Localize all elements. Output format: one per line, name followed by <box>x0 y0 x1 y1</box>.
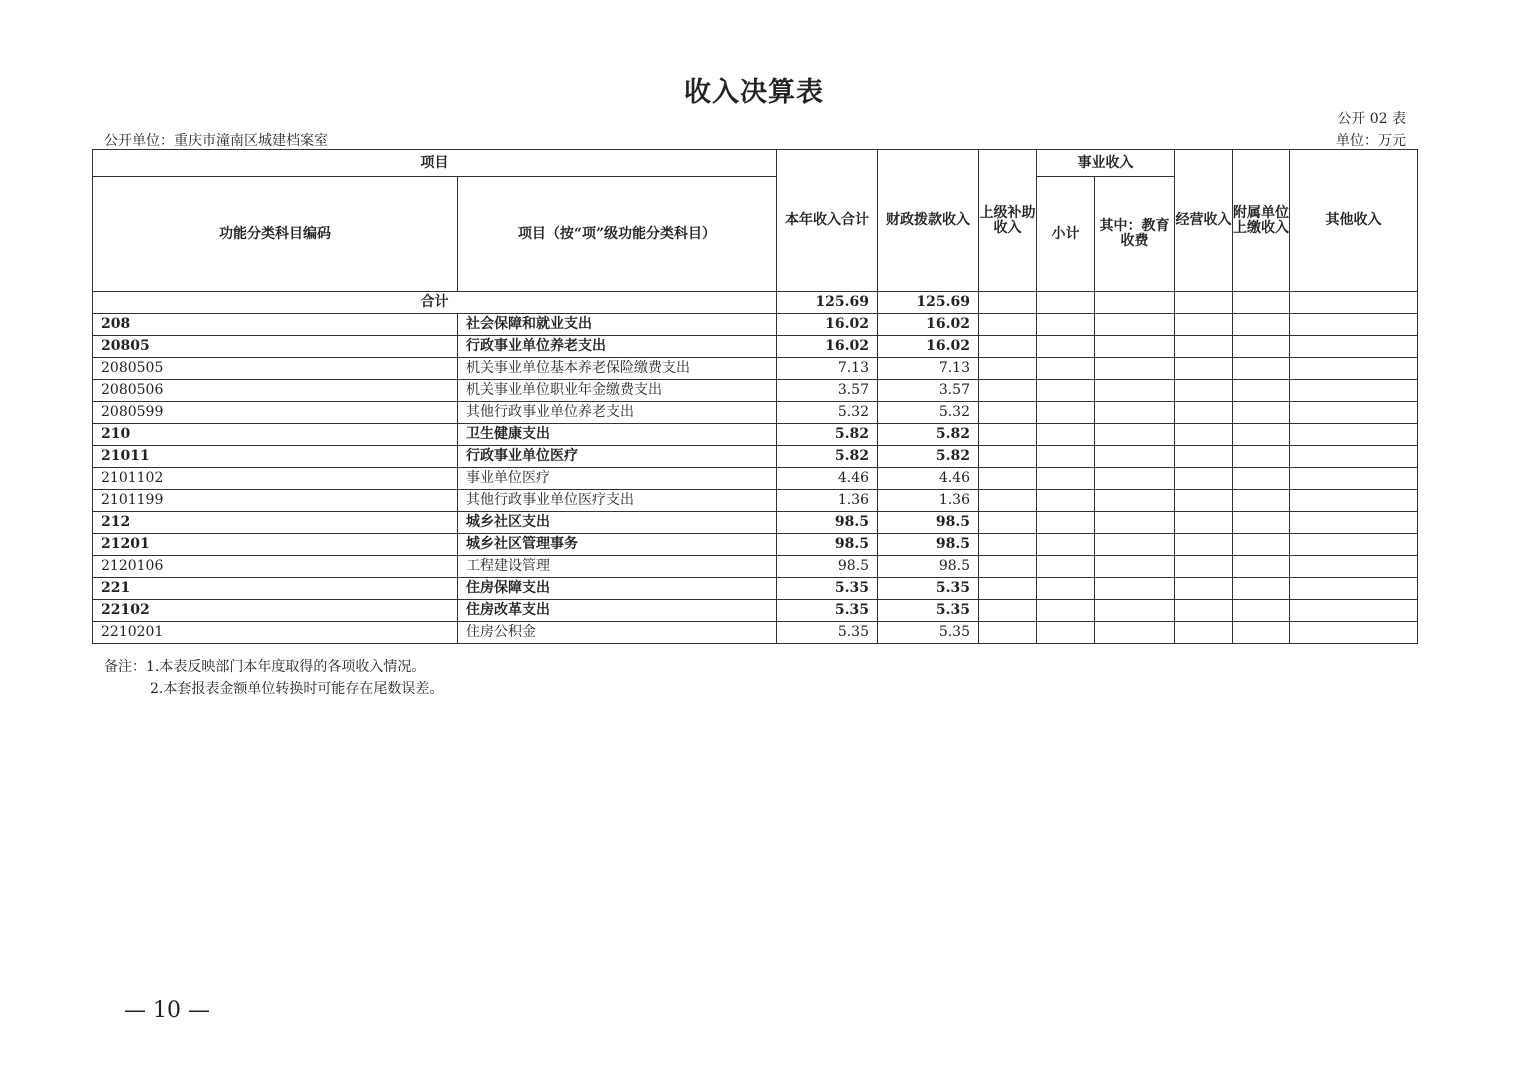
empty-cell <box>1175 556 1233 578</box>
row-code: 212 <box>93 512 458 534</box>
table-row <box>93 336 1418 358</box>
empty-cell <box>1095 600 1175 622</box>
empty-cell <box>1095 358 1175 380</box>
empty-cell <box>1095 468 1175 490</box>
empty-cell <box>1233 336 1290 358</box>
empty-cell <box>1233 512 1290 534</box>
empty-cell <box>1175 358 1233 380</box>
empty-cell <box>1175 534 1233 556</box>
empty-cell <box>1095 534 1175 556</box>
row-name: 卫生健康支出 <box>458 424 777 446</box>
note-1: 备注：1.本表反映部门本年度取得的各项收入情况。 <box>104 659 426 675</box>
empty-cell <box>1095 402 1175 424</box>
header-subtotal: 小计 <box>1037 177 1095 292</box>
empty-cell <box>1175 402 1233 424</box>
empty-cell <box>979 490 1037 512</box>
empty-cell <box>1037 292 1095 314</box>
empty-cell <box>1233 292 1290 314</box>
header-project: 项目 <box>93 150 777 177</box>
empty-cell <box>1037 534 1095 556</box>
total-row <box>93 292 1418 314</box>
empty-cell <box>1095 622 1175 644</box>
row-fiscal: 4.46 <box>878 468 979 490</box>
page-number: — 10 — <box>124 998 210 1023</box>
row-total: 5.35 <box>777 578 878 600</box>
header-affiliated: 附属单位上缴收入 <box>1233 150 1290 292</box>
reporting-unit: 公开单位：重庆市潼南区城建档案室 <box>104 133 328 149</box>
empty-cell <box>1175 578 1233 600</box>
empty-cell <box>1095 380 1175 402</box>
row-code: 210 <box>93 424 458 446</box>
empty-cell <box>1233 446 1290 468</box>
row-code: 21011 <box>93 446 458 468</box>
empty-cell <box>979 446 1037 468</box>
empty-cell <box>1175 336 1233 358</box>
header-name: 项目（按“项”级功能分类科目） <box>458 177 777 292</box>
row-total: 3.57 <box>777 380 878 402</box>
row-total: 5.35 <box>777 622 878 644</box>
notes <box>104 656 443 700</box>
row-fiscal: 5.82 <box>878 446 979 468</box>
empty-cell <box>1037 446 1095 468</box>
table-row <box>93 490 1418 512</box>
row-name: 城乡社区支出 <box>458 512 777 534</box>
empty-cell <box>1233 402 1290 424</box>
header-other: 其他收入 <box>1290 150 1418 292</box>
empty-cell <box>979 622 1037 644</box>
empty-cell <box>1290 468 1418 490</box>
empty-cell <box>1037 578 1095 600</box>
row-total: 98.5 <box>777 512 878 534</box>
row-name: 机关事业单位基本养老保险缴费支出 <box>458 358 777 380</box>
empty-cell <box>1095 512 1175 534</box>
row-fiscal: 98.5 <box>878 534 979 556</box>
empty-cell <box>1233 490 1290 512</box>
row-code: 21201 <box>93 534 458 556</box>
empty-cell <box>1037 512 1095 534</box>
row-name: 机关事业单位职业年金缴费支出 <box>458 380 777 402</box>
table-row <box>93 556 1418 578</box>
row-total: 5.35 <box>777 600 878 622</box>
row-fiscal: 16.02 <box>878 336 979 358</box>
row-fiscal: 5.32 <box>878 402 979 424</box>
row-code: 208 <box>93 314 458 336</box>
empty-cell <box>1095 490 1175 512</box>
row-code: 2080505 <box>93 358 458 380</box>
row-code: 221 <box>93 578 458 600</box>
empty-cell <box>1037 402 1095 424</box>
empty-cell <box>1175 314 1233 336</box>
table-row <box>93 622 1418 644</box>
empty-cell <box>1037 424 1095 446</box>
empty-cell <box>1233 424 1290 446</box>
empty-cell <box>979 512 1037 534</box>
empty-cell <box>979 534 1037 556</box>
row-fiscal: 7.13 <box>878 358 979 380</box>
empty-cell <box>1290 358 1418 380</box>
row-fiscal: 98.5 <box>878 512 979 534</box>
empty-cell <box>1175 600 1233 622</box>
row-name: 城乡社区管理事务 <box>458 534 777 556</box>
empty-cell <box>1290 424 1418 446</box>
empty-cell <box>1095 578 1175 600</box>
row-name: 社会保障和就业支出 <box>458 314 777 336</box>
row-fiscal: 1.36 <box>878 490 979 512</box>
empty-cell <box>1175 512 1233 534</box>
empty-cell <box>1037 468 1095 490</box>
row-name: 工程建设管理 <box>458 556 777 578</box>
table-row <box>93 358 1418 380</box>
empty-cell <box>1290 292 1418 314</box>
row-name: 事业单位医疗 <box>458 468 777 490</box>
empty-cell <box>979 292 1037 314</box>
empty-cell <box>1095 446 1175 468</box>
empty-cell <box>1233 600 1290 622</box>
empty-cell <box>1175 622 1233 644</box>
row-fiscal: 5.35 <box>878 600 979 622</box>
empty-cell <box>1175 292 1233 314</box>
row-total: 7.13 <box>777 358 878 380</box>
row-name: 住房公积金 <box>458 622 777 644</box>
table-row <box>93 380 1418 402</box>
empty-cell <box>979 556 1037 578</box>
empty-cell <box>1037 490 1095 512</box>
empty-cell <box>1290 556 1418 578</box>
empty-cell <box>979 314 1037 336</box>
empty-cell <box>1290 314 1418 336</box>
empty-cell <box>1037 380 1095 402</box>
empty-cell <box>1175 490 1233 512</box>
empty-cell <box>1290 490 1418 512</box>
currency-unit: 单位：万元 <box>1336 133 1406 149</box>
empty-cell <box>979 578 1037 600</box>
header-education: 其中：教育收费 <box>1095 177 1175 292</box>
row-fiscal: 5.82 <box>878 424 979 446</box>
empty-cell <box>1233 556 1290 578</box>
header-superior: 上级补助收入 <box>979 150 1037 292</box>
empty-cell <box>1095 314 1175 336</box>
table-row <box>93 600 1418 622</box>
empty-cell <box>1175 380 1233 402</box>
empty-cell <box>1037 358 1095 380</box>
empty-cell <box>1290 380 1418 402</box>
total-fiscal: 125.69 <box>878 292 979 314</box>
income-table <box>92 149 1418 644</box>
empty-cell <box>1233 314 1290 336</box>
row-total: 16.02 <box>777 336 878 358</box>
row-total: 5.32 <box>777 402 878 424</box>
row-name: 行政事业单位养老支出 <box>458 336 777 358</box>
row-name: 其他行政事业单位养老支出 <box>458 402 777 424</box>
page-title: 收入决算表 <box>684 77 824 108</box>
table-row <box>93 314 1418 336</box>
empty-cell <box>1037 336 1095 358</box>
empty-cell <box>979 358 1037 380</box>
empty-cell <box>1095 556 1175 578</box>
empty-cell <box>1233 468 1290 490</box>
table-row <box>93 446 1418 468</box>
row-code: 20805 <box>93 336 458 358</box>
row-code: 2120106 <box>93 556 458 578</box>
table-row <box>93 468 1418 490</box>
total-amount: 125.69 <box>777 292 878 314</box>
empty-cell <box>1290 512 1418 534</box>
empty-cell <box>979 424 1037 446</box>
form-number: 公开 02 表 <box>1337 111 1406 127</box>
empty-cell <box>1175 424 1233 446</box>
row-total: 5.82 <box>777 424 878 446</box>
header-business: 事业收入 <box>1037 150 1175 177</box>
empty-cell <box>1175 468 1233 490</box>
row-code: 2080599 <box>93 402 458 424</box>
row-code: 2101199 <box>93 490 458 512</box>
empty-cell <box>979 336 1037 358</box>
row-total: 98.5 <box>777 556 878 578</box>
row-code: 2101102 <box>93 468 458 490</box>
table-row <box>93 578 1418 600</box>
empty-cell <box>1233 358 1290 380</box>
empty-cell <box>979 402 1037 424</box>
header-fiscal: 财政拨款收入 <box>878 150 979 292</box>
row-total: 4.46 <box>777 468 878 490</box>
row-fiscal: 16.02 <box>878 314 979 336</box>
row-code: 22102 <box>93 600 458 622</box>
row-total: 16.02 <box>777 314 878 336</box>
empty-cell <box>1290 446 1418 468</box>
table-row <box>93 424 1418 446</box>
empty-cell <box>1095 424 1175 446</box>
table-row <box>93 512 1418 534</box>
row-total: 98.5 <box>777 534 878 556</box>
empty-cell <box>979 600 1037 622</box>
empty-cell <box>1037 314 1095 336</box>
row-total: 1.36 <box>777 490 878 512</box>
row-fiscal: 5.35 <box>878 578 979 600</box>
row-code: 2210201 <box>93 622 458 644</box>
row-name: 住房保障支出 <box>458 578 777 600</box>
empty-cell <box>1290 600 1418 622</box>
row-fiscal: 3.57 <box>878 380 979 402</box>
row-code: 2080506 <box>93 380 458 402</box>
empty-cell <box>979 380 1037 402</box>
empty-cell <box>1037 556 1095 578</box>
row-name: 住房改革支出 <box>458 600 777 622</box>
empty-cell <box>1175 446 1233 468</box>
empty-cell <box>1290 336 1418 358</box>
empty-cell <box>1233 380 1290 402</box>
empty-cell <box>1290 534 1418 556</box>
empty-cell <box>1233 578 1290 600</box>
row-fiscal: 5.35 <box>878 622 979 644</box>
row-name: 行政事业单位医疗 <box>458 446 777 468</box>
empty-cell <box>1290 402 1418 424</box>
header-code: 功能分类科目编码 <box>93 177 458 292</box>
empty-cell <box>1233 534 1290 556</box>
total-label: 合计 <box>93 292 777 314</box>
row-name: 其他行政事业单位医疗支出 <box>458 490 777 512</box>
empty-cell <box>979 468 1037 490</box>
empty-cell <box>1037 600 1095 622</box>
empty-cell <box>1095 336 1175 358</box>
empty-cell <box>1233 622 1290 644</box>
empty-cell <box>1095 292 1175 314</box>
empty-cell <box>1290 578 1418 600</box>
empty-cell <box>1290 622 1418 644</box>
empty-cell <box>1037 622 1095 644</box>
table-row <box>93 534 1418 556</box>
table-row <box>93 402 1418 424</box>
row-fiscal: 98.5 <box>878 556 979 578</box>
header-total: 本年收入合计 <box>777 150 878 292</box>
note-2: 2.本套报表金额单位转换时可能存在尾数误差。 <box>150 681 444 697</box>
row-total: 5.82 <box>777 446 878 468</box>
header-operating: 经营收入 <box>1175 150 1233 292</box>
